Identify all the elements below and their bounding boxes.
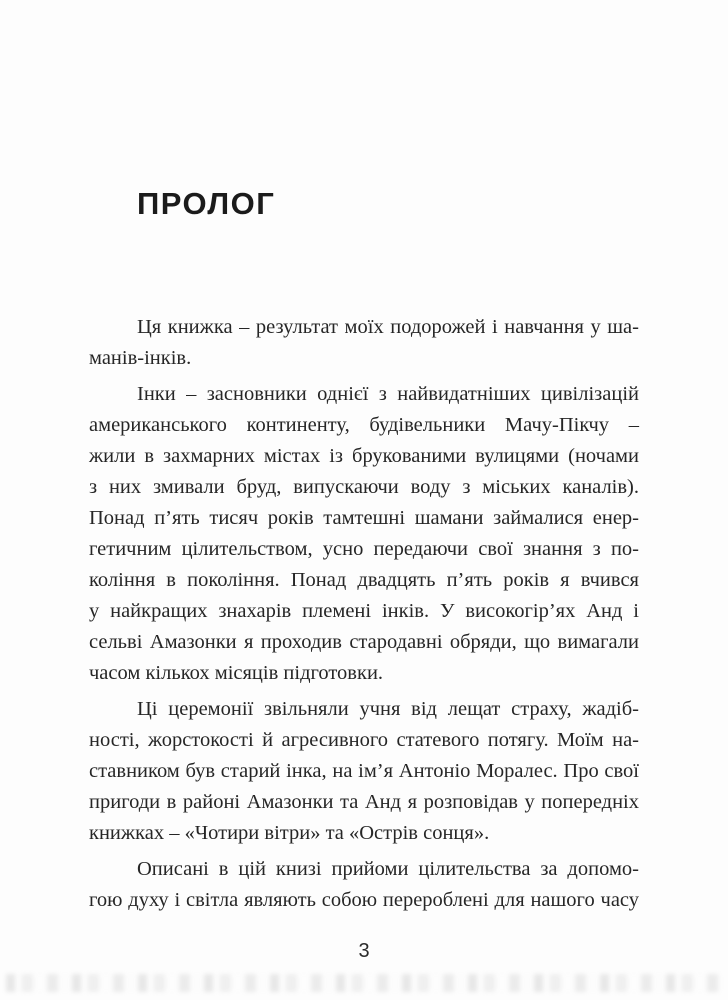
text-line: ності, жорстокості й агресивного статевого потягу. Моїм на- (89, 729, 639, 751)
text-line: сельві Амазонки я проходив стародавні обряди, що вимагали (89, 631, 639, 653)
text-line: часом кількох місяців підготовки. (89, 662, 384, 684)
text-line: Інки – засновники однієї з найвидатніших цивілізацій (137, 383, 639, 405)
text-line: коління в покоління. Понад двадцять п’ять років я вчився (89, 569, 639, 591)
text-line: гою духу і світла являють собою перероблені для нашого часу (89, 889, 639, 911)
text-block (89, 0, 639, 967)
scan-artifact-next-line (6, 974, 722, 992)
text-line: з них змивали бруд, випускаючи воду з міських каналів). (89, 476, 639, 498)
text-line: манів-інків. (89, 347, 192, 369)
page-number: 3 (358, 940, 370, 962)
text-line: американського континенту, будівельники Мачу-Пікчу – (89, 414, 639, 436)
chapter-title: ПРОЛОГ (137, 186, 276, 221)
text-line: ставником був старий інка, на ім’я Антоніо Моралес. Про свої (89, 760, 639, 782)
text-line: Ця книжка – результат моїх подорожей і навчання у ша- (137, 316, 639, 338)
text-line: Ці церемонії звільняли учня від лещат страху, жадіб- (137, 698, 639, 720)
paragraph (89, 379, 639, 689)
text-line: Описані в цій книзі прийоми цілительства за допомо- (137, 858, 639, 880)
text-line: жили в захмарних містах із брукованими вулицями (ночами (89, 445, 639, 467)
text-line: книжках – «Чотири вітри» та «Острів сонця». (89, 822, 490, 844)
body-text (89, 312, 639, 916)
text-line: Понад п’ять тисяч років тамтешні шамани займалися енер- (89, 507, 639, 529)
text-line: пригоди в районі Амазонки та Анд я розповідав у попередніх (89, 791, 639, 813)
text-line: гетичним цілительством, усно передаючи свої знання з по- (89, 538, 639, 560)
paragraph (89, 854, 639, 916)
text-line: у найкращих знахарів племені інків. У високогір’ях Анд і (89, 600, 639, 622)
paragraph (89, 694, 639, 849)
paragraph (89, 312, 639, 374)
